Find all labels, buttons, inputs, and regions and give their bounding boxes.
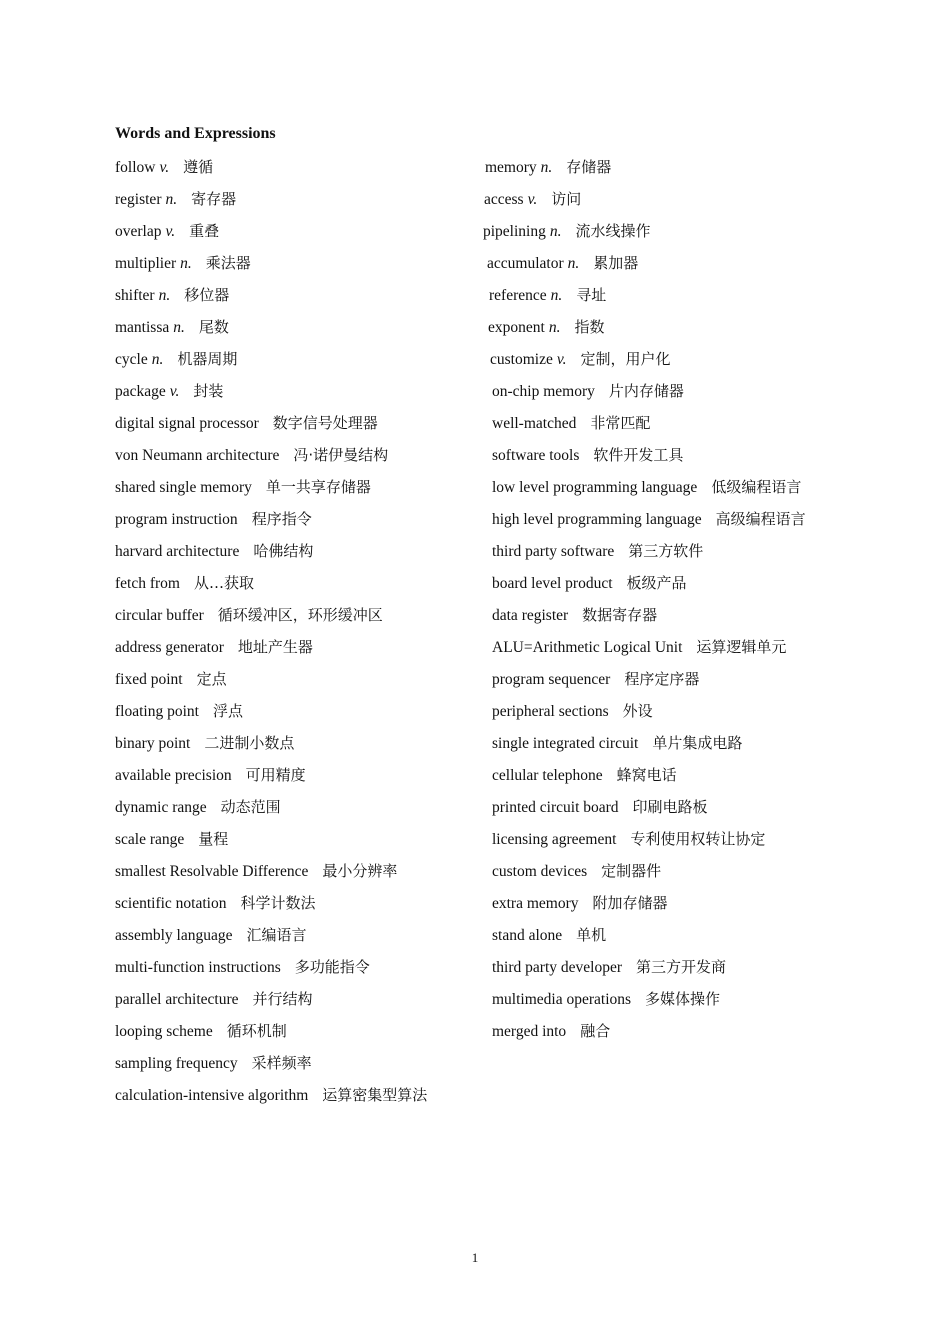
entry-part-of-speech: n. (173, 319, 185, 336)
entry-translation: 哈佛结构 (253, 542, 314, 560)
entry-term: parallel architecture (115, 991, 239, 1008)
entry-term: scale range (115, 831, 185, 848)
entry-term: pipelining (483, 223, 546, 240)
glossary-entry (115, 828, 228, 850)
entry-translation: 单一共享存储器 (265, 478, 371, 496)
entry-part-of-speech: n. (151, 351, 164, 368)
glossary-entry (492, 956, 726, 978)
entry-translation: 定制，用户化 (580, 350, 671, 368)
entry-term: program instruction (115, 511, 238, 528)
entry-term: third party developer (492, 959, 622, 976)
entry-translation: 板级产品 (626, 574, 687, 592)
entry-term: software tools (492, 447, 580, 464)
glossary-entry (484, 188, 581, 210)
entry-term: custom devices (492, 863, 588, 880)
glossary-entry (115, 156, 213, 178)
entry-term: multimedia operations (492, 991, 632, 1008)
entry-term: access (484, 191, 524, 208)
entry-term: reference (489, 287, 547, 304)
entry-term: cellular telephone (492, 767, 603, 784)
entry-term: sampling frequency (115, 1055, 238, 1072)
entry-translation: 专利使用权转让协定 (630, 830, 766, 848)
entry-term: accumulator (487, 255, 564, 272)
entry-translation: 浮点 (212, 702, 243, 720)
entry-translation: 重叠 (189, 222, 220, 240)
entry-translation: 累加器 (593, 254, 639, 272)
entry-translation: 科学计数法 (240, 894, 316, 912)
glossary-entry (115, 700, 243, 722)
entry-term: licensing agreement (492, 831, 617, 848)
entry-term: memory (485, 159, 537, 176)
entry-part-of-speech: v. (169, 383, 180, 400)
entry-translation: 印刷电路板 (632, 798, 708, 816)
entry-term: package (115, 383, 166, 400)
entry-translation: 汇编语言 (246, 926, 307, 944)
entry-term: high level programming language (492, 511, 702, 528)
entry-term: data register (492, 607, 569, 624)
glossary-entry (115, 796, 281, 818)
page-number: 1 (471, 1250, 479, 1265)
entry-part-of-speech: n. (180, 255, 192, 272)
glossary-entry (115, 412, 378, 434)
entry-translation: 数字信号处理器 (272, 414, 378, 432)
entry-translation: 数据寄存器 (582, 606, 658, 624)
entry-translation: 外设 (622, 702, 653, 720)
entry-translation: 程序指令 (251, 510, 312, 528)
entry-term: customize (490, 351, 553, 368)
entry-term: fixed point (115, 671, 183, 688)
entry-translation: 二进制小数点 (204, 734, 295, 752)
entry-translation: 程序定序器 (624, 670, 700, 688)
entry-translation: 指数 (574, 318, 605, 336)
glossary-entry (492, 988, 720, 1010)
glossary-entry (492, 476, 801, 498)
entry-translation: 冯·诺伊曼结构 (293, 446, 389, 464)
glossary-entry (115, 892, 316, 914)
entry-term: available precision (115, 767, 232, 784)
glossary-entry (115, 988, 313, 1010)
entry-term: register (115, 191, 162, 208)
entry-term: dynamic range (115, 799, 207, 816)
glossary-entry (115, 188, 236, 210)
glossary-entry (490, 348, 670, 370)
glossary-entry (492, 412, 650, 434)
entry-term: ALU=Arithmetic Logical Unit (492, 639, 683, 656)
entry-part-of-speech: v. (556, 351, 567, 368)
glossary-entry (492, 508, 806, 530)
entry-translation: 蜂窝电话 (616, 766, 677, 784)
entry-translation: 单机 (576, 926, 607, 944)
entry-term: floating point (115, 703, 199, 720)
entry-term: fetch from (115, 575, 180, 592)
glossary-entry (492, 860, 661, 882)
entry-term: binary point (115, 735, 191, 752)
entry-translation: 多媒体操作 (645, 990, 721, 1008)
glossary-entry (492, 540, 703, 562)
entry-term: well-matched (492, 415, 577, 432)
entry-translation: 量程 (198, 830, 229, 848)
entry-term: printed circuit board (492, 799, 619, 816)
glossary-entry (115, 732, 294, 754)
entry-term: cycle (115, 351, 148, 368)
entry-term: stand alone (492, 927, 563, 944)
entry-part-of-speech: v. (527, 191, 538, 208)
entry-translation: 访问 (551, 190, 582, 208)
glossary-entry (115, 508, 312, 530)
entry-term: circular buffer (115, 607, 204, 624)
glossary-entry (492, 764, 677, 786)
entry-translation: 存储器 (566, 158, 612, 176)
entry-translation: 寻址 (576, 286, 607, 304)
entry-translation: 乘法器 (205, 254, 251, 272)
entry-translation: 软件开发工具 (593, 446, 684, 464)
glossary-entry (115, 636, 313, 658)
glossary-entry (492, 796, 708, 818)
glossary-entry (492, 636, 786, 658)
glossary-entry (492, 604, 657, 626)
glossary-entry (115, 476, 371, 498)
entry-term: digital signal processor (115, 415, 259, 432)
entry-translation: 第三方软件 (628, 542, 704, 560)
glossary-entry (492, 572, 687, 594)
entry-translation: 第三方开发商 (635, 958, 726, 976)
entry-translation: 低级编程语言 (711, 478, 802, 496)
entry-translation: 最小分辨率 (322, 862, 398, 880)
glossary-entry (488, 316, 604, 338)
glossary-entry (115, 572, 254, 594)
glossary-entry (115, 1052, 312, 1074)
entry-translation: 单片集成电路 (652, 734, 743, 752)
glossary-entry (115, 444, 388, 466)
entry-translation: 遵循 (183, 158, 214, 176)
entry-translation: 定制器件 (601, 862, 662, 880)
glossary-entry (115, 284, 229, 306)
entry-translation: 移位器 (184, 286, 230, 304)
entry-term: smallest Resolvable Difference (115, 863, 309, 880)
glossary-entry (115, 252, 251, 274)
glossary-entry (483, 220, 651, 242)
glossary-entry (115, 220, 219, 242)
glossary-entry (115, 924, 307, 946)
entry-term: address generator (115, 639, 224, 656)
entry-part-of-speech: n. (165, 191, 178, 208)
entry-term: looping scheme (115, 1023, 213, 1040)
entry-term: multi-function instructions (115, 959, 281, 976)
entry-term: follow (115, 159, 156, 176)
entry-translation: 运算逻辑单元 (696, 638, 787, 656)
glossary-entry (489, 284, 606, 306)
entry-part-of-speech: n. (548, 319, 561, 336)
entry-part-of-speech: n. (158, 287, 171, 304)
entry-term: board level product (492, 575, 613, 592)
entry-translation: 高级编程语言 (715, 510, 806, 528)
entry-term: on-chip memory (492, 383, 595, 400)
glossary-entry (115, 604, 383, 626)
glossary-entry (487, 252, 638, 274)
glossary-entry (485, 156, 611, 178)
entry-term: von Neumann architecture (115, 447, 280, 464)
glossary-entry (492, 924, 606, 946)
entry-term: merged into (492, 1023, 567, 1040)
entry-translation: 非常匹配 (590, 414, 651, 432)
entry-term: mantissa (115, 319, 170, 336)
entry-translation: 流水线操作 (575, 222, 651, 240)
glossary-entry (492, 444, 683, 466)
entry-term: third party software (492, 543, 615, 560)
glossary-entry (115, 348, 237, 370)
entry-part-of-speech: v. (165, 223, 176, 240)
entry-term: shifter (115, 287, 155, 304)
entry-translation: 定点 (196, 670, 227, 688)
entry-translation: 多功能指令 (294, 958, 370, 976)
entry-translation: 封装 (193, 382, 224, 400)
glossary-entry (115, 1020, 287, 1042)
entry-term: single integrated circuit (492, 735, 639, 752)
glossary-entry (492, 380, 684, 402)
entry-part-of-speech: n. (550, 287, 563, 304)
entry-translation: 采样频率 (251, 1054, 312, 1072)
entry-term: multiplier (115, 255, 177, 272)
entry-term: program sequencer (492, 671, 611, 688)
entry-part-of-speech: n. (540, 159, 553, 176)
glossary-entry (115, 380, 223, 402)
glossary-entry (115, 956, 370, 978)
entry-term: assembly language (115, 927, 233, 944)
entry-term: harvard architecture (115, 543, 240, 560)
entry-translation: 并行结构 (252, 990, 313, 1008)
entry-translation: 地址产生器 (237, 638, 313, 656)
entry-term: shared single memory (115, 479, 252, 496)
entry-term: exponent (488, 319, 545, 336)
entry-part-of-speech: n. (567, 255, 580, 272)
entry-translation: 附加存储器 (592, 894, 668, 912)
entry-translation: 循环机制 (226, 1022, 287, 1040)
entry-term: calculation-intensive algorithm (115, 1087, 309, 1104)
entry-term: overlap (115, 223, 162, 240)
glossary-entry (492, 732, 742, 754)
glossary-entry (115, 668, 227, 690)
entry-term: scientific notation (115, 895, 227, 912)
glossary-entry (492, 1020, 610, 1042)
glossary-entry (115, 316, 229, 338)
glossary-entry (115, 540, 313, 562)
entry-translation: 片内存储器 (608, 382, 684, 400)
entry-translation: 寄存器 (191, 190, 237, 208)
glossary-entry (115, 764, 306, 786)
glossary-entry (492, 700, 653, 722)
entry-translation: 从…获取 (193, 574, 254, 592)
entry-term: peripheral sections (492, 703, 609, 720)
glossary-entry (115, 1084, 427, 1106)
glossary-entry (492, 892, 668, 914)
entry-translation: 可用精度 (245, 766, 306, 784)
entry-term: low level programming language (492, 479, 698, 496)
glossary-entry (492, 828, 765, 850)
entry-translation: 融合 (580, 1022, 611, 1040)
entry-term: extra memory (492, 895, 579, 912)
glossary-entry (492, 668, 699, 690)
entry-translation: 尾数 (198, 318, 229, 336)
glossary-entry (115, 860, 397, 882)
section-heading: Words and Expressions (115, 125, 276, 142)
entry-translation: 机器周期 (177, 350, 238, 368)
entry-part-of-speech: v. (159, 159, 170, 176)
entry-translation: 循环缓冲区，环形缓冲区 (217, 606, 383, 624)
entry-translation: 动态范围 (220, 798, 281, 816)
entry-part-of-speech: n. (549, 223, 562, 240)
entry-translation: 运算密集型算法 (322, 1086, 428, 1104)
